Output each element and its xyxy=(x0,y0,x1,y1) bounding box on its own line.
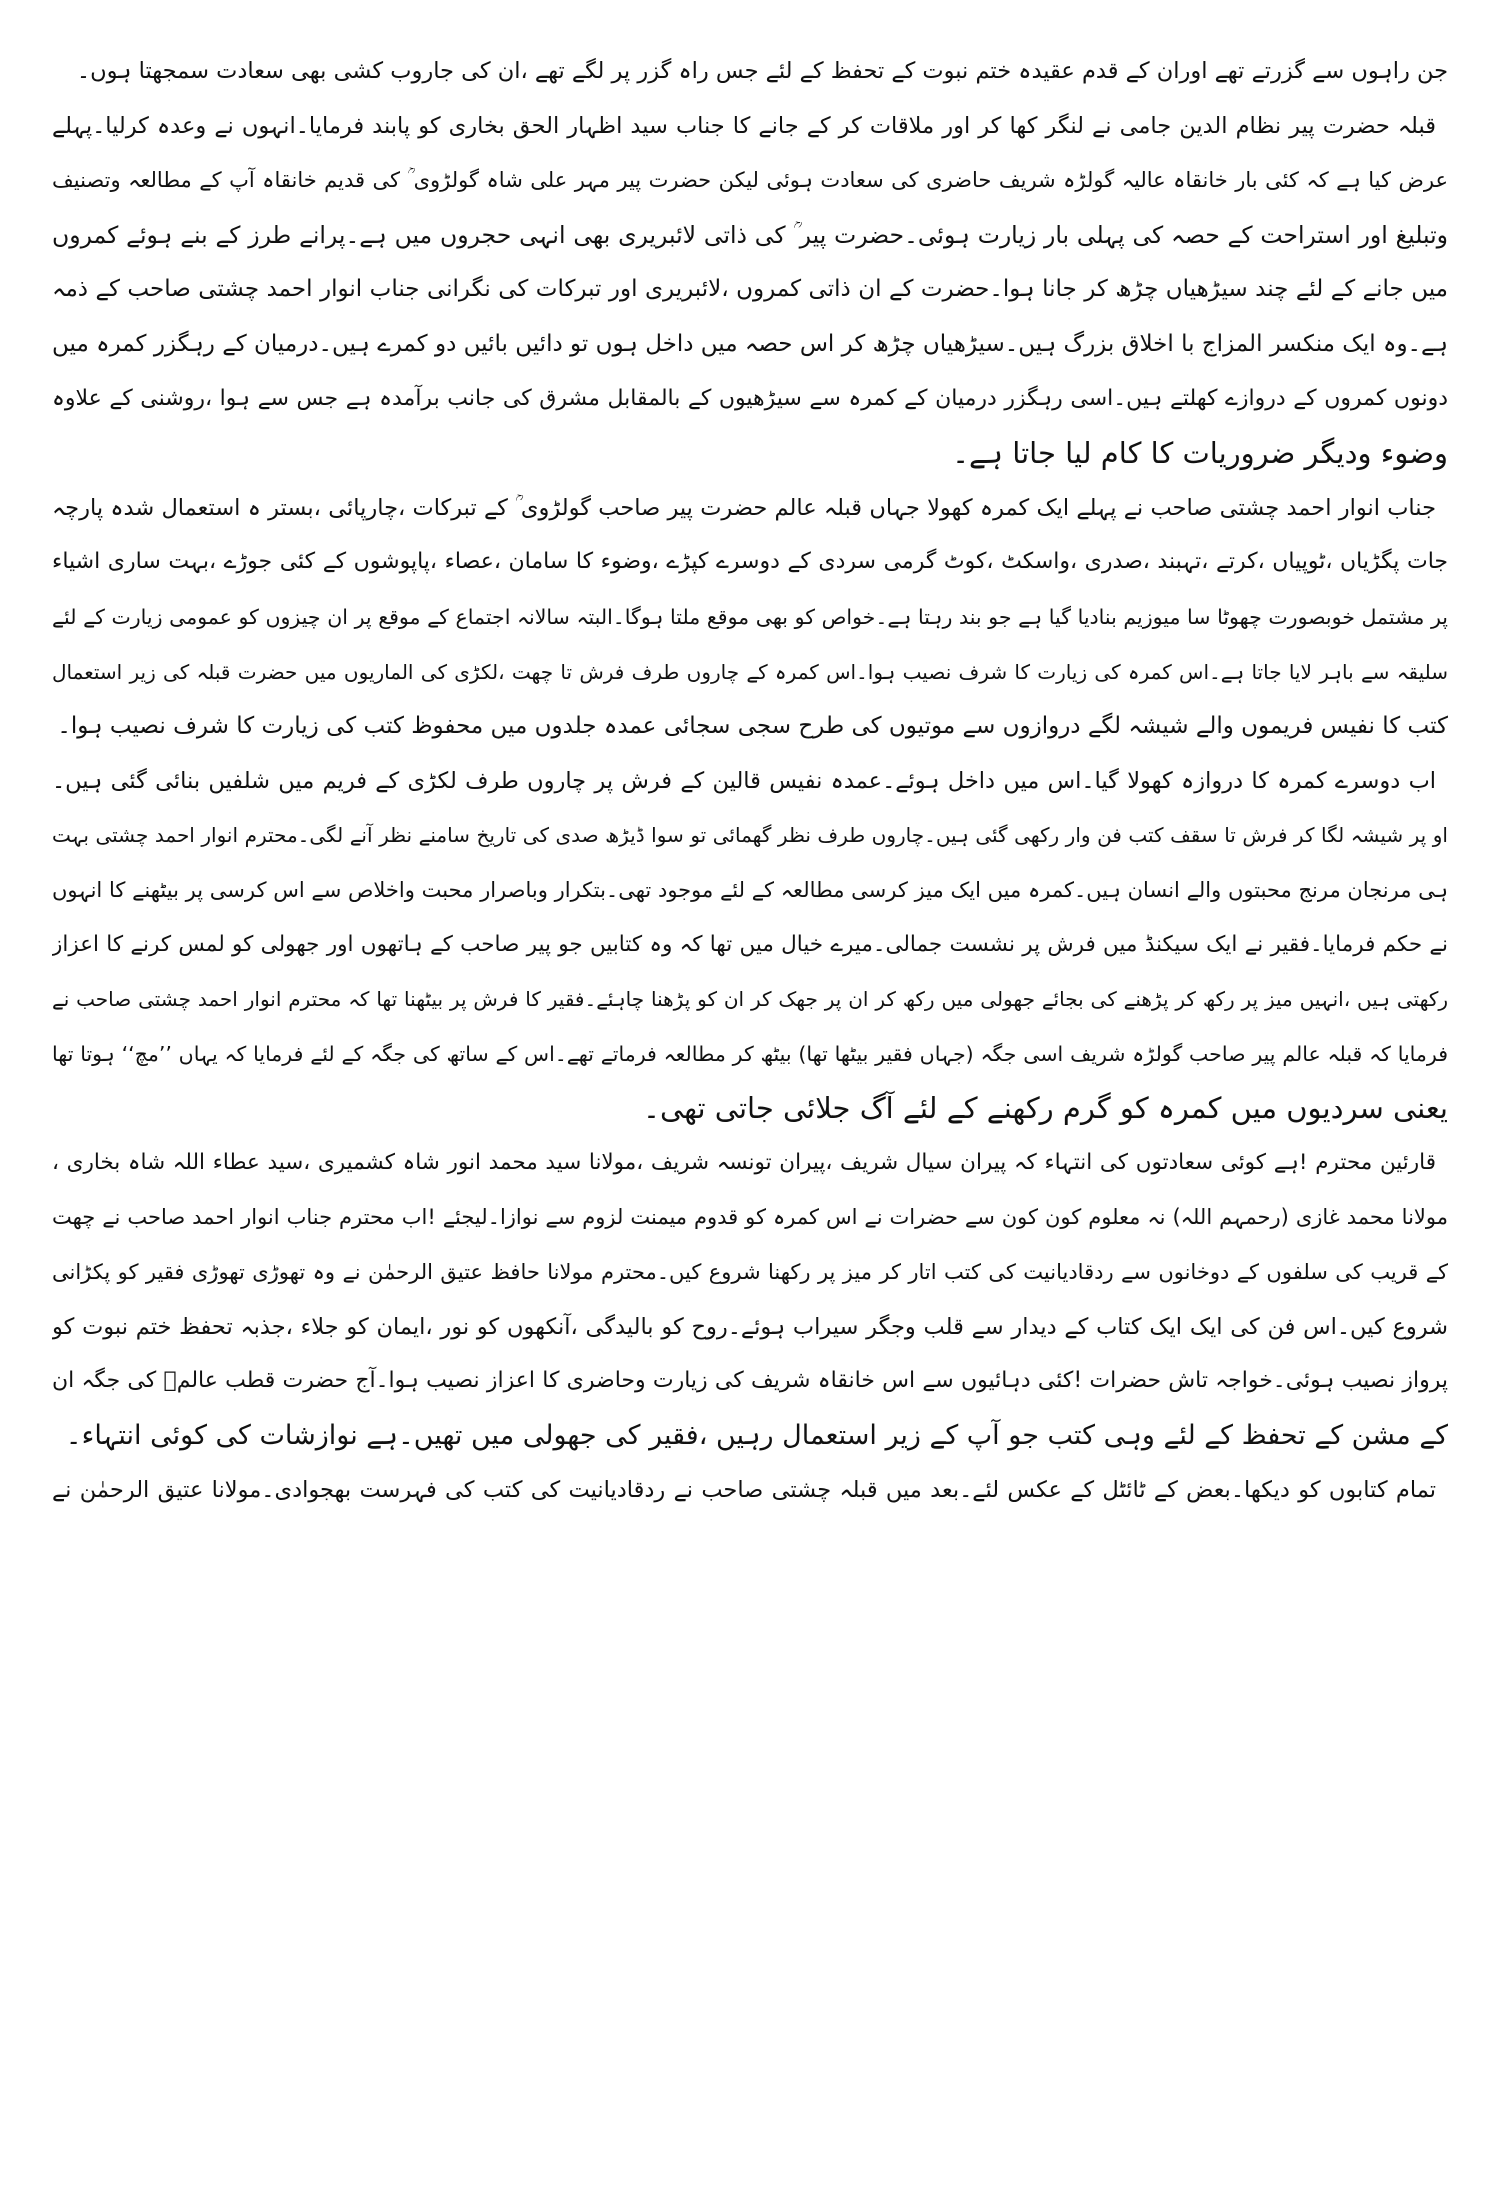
text-line: جناب انوار احمد چشتی صاحب نے پہلے ایک کمرہ کھولا جہاں قبلہ عالم حضرت پیر صاحب گولڑوی ؒ کے تبرکات ،چارپائی ،بستر ہ استعمال شدہ پارچہ xyxy=(52,494,1436,521)
text-line: عرض کیا ہے کہ کئی بار خانقاہ عالیہ گولڑہ شریف حاضری کی سعادت ہوئی لیکن حضرت پیر مہر علی شاہ گولڑوی ؒ کی قدیم خانقاہ آپ کے مطالعہ وتصنیف xyxy=(52,168,1448,193)
text-line: تمام کتابوں کو دیکھا۔بعض کے ٹائٹل کے عکس لئے۔بعد میں قبلہ چشتی صاحب نے ردقادیانیت کی کتب کی فہرست بھجوادی۔مولانا عتیق الرحمٰن نے xyxy=(52,1477,1436,1504)
text-line: میں جانے کے لئے چند سیڑھیاں چڑھ کر جانا ہوا۔حضرت کے ان ذاتی کمروں ،لائبریری اور تبرکات کی نگرانی جناب انوار احمد چشتی صاحب کے ذمہ xyxy=(52,276,1448,303)
text-line: نے حکم فرمایا۔فقیر نے ایک سیکنڈ میں فرش پر نشست جمالی۔میرے خیال میں تھا کہ وہ کتابیں جو پیر صاحب کے ہاتھوں اور جھولی کو لمس کرنے کا اعزاز xyxy=(52,931,1448,957)
text-line: کے قریب کی سلفوں کے دوخانوں سے ردقادیانیت کی کتب اتار کر میز پر رکھنا شروع کیں۔محترم مولانا حافظ عتیق الرحمٰن نے وہ تھوڑی تھوڑی فقیر کو پکڑانی xyxy=(52,1260,1448,1285)
text-line: جات پگڑیاں ،ٹوپیاں ،کرتے ،تہبند ،صدری ،واسکٹ ،کوٹ گرمی سردی کے دوسرے کپڑے ،وضوء کا سامان ،عصاء ،پاپوشوں کے کئی جوڑے ،بہت ساری اشیاء xyxy=(52,549,1448,575)
paragraph-3 xyxy=(52,481,1448,754)
text-line: پر مشتمل خوبصورت چھوٹا سا میوزیم بنادیا گیا ہے جو بند رہتا ہے۔خواص کو بھی موقع ملتا ہوگا۔البتہ سالانہ اجتماع کے موقع پر ان چیزوں کو عمومی زیارت کے لئے xyxy=(52,604,1448,629)
paragraph-4 xyxy=(52,754,1448,1136)
text-line: قارئین محترم !ہے کوئی سعادتوں کی انتہاء کہ پیران سیال شریف ،پیران تونسہ شریف ،مولانا سید محمد انور شاہ کشمیری ،سید عطاء اللہ شاہ بخاری ، xyxy=(52,1149,1436,1175)
text-line: یعنی سردیوں میں کمرہ کو گرم رکھنے کے لئے آگ جلائی جاتی تھی۔ xyxy=(642,1091,1448,1126)
text-line: سلیقہ سے باہر لایا جاتا ہے۔اس کمرہ کی زیارت کا شرف نصیب ہوا۔اس کمرہ کے چاروں طرف فرش تا چھت ،لکڑی کی الماریوں میں حضرت قبلہ کی زیر استعمال xyxy=(52,659,1448,684)
text-line: مولانا محمد غازی (رحمہم اللہ) نہ معلوم کون کون سے حضرات نے اس کمرہ کو قدوم میمنت لزوم سے نوازا۔لیجئے !اب محترم جناب انوار احمد صاحب نے چھت xyxy=(52,1205,1448,1230)
paragraph-1 xyxy=(52,44,1448,99)
text-line: شروع کیں۔اس فن کی ایک ایک کتاب کے دیدار سے قلب وجگر سیراب ہوئے۔روح کو بالیدگی ،آنکھوں کو نور ،ایمان کو جلاء ،جذبہ تحفظ ختم نبوت کو xyxy=(52,1313,1448,1340)
text-line: ہے۔وہ ایک منکسر المزاج با اخلاق بزرگ ہیں۔سیڑھیاں چڑھ کر اس حصہ میں داخل ہوں تو دائیں بائیں دو کمرے ہیں۔درمیان کے رہگزر کمرہ میں xyxy=(52,330,1448,357)
text-line: ہی مرنجان مرنج محبتوں والے انسان ہیں۔کمرہ میں ایک میز کرسی مطالعہ کے لئے موجود تھی۔بتکرار وباصرار محبت واخلاص سے اس کرسی پر بیٹھنے کا انہوں xyxy=(52,877,1448,902)
text-line: پرواز نصیب ہوئی۔خواجہ تاش حضرات !کئی دہائیوں سے اس خانقاہ شریف کی زیارت وحاضری کا اعزاز نصیب ہوا۔آج حضرت قطب عالمؒ کی جگہ ان xyxy=(52,1368,1448,1394)
text-line: اب دوسرے کمرہ کا دروازہ کھولا گیا۔اس میں داخل ہوئے۔عمدہ نفیس قالین کے فرش پر چاروں طرف لکڑی کے فریم میں شلفیں بنائی گئی ہیں۔ xyxy=(52,767,1436,794)
paragraph-5 xyxy=(52,1136,1448,1464)
text-line: دونوں کمروں کے دروازے کھلتے ہیں۔اسی رہگزر درمیان کے کمرہ سے سیڑھیوں کے بالمقابل مشرق کی جانب برآمدہ ہے جس سے ہوا ،روشنی کے علاوہ xyxy=(52,385,1448,411)
text-line: جن راہوں سے گزرتے تھے اوران کے قدم عقیدہ ختم نبوت کے تحفظ کے لئے جس راہ گزر پر لگے تھے ،ان کی جاروب کشی بھی سعادت سمجھتا ہوں۔ xyxy=(76,58,1448,84)
text-line: قبلہ حضرت پیر نظام الدین جامی نے لنگر کھا کر اور ملاقات کر کے جانے کا جناب سید اظہار الحق بخاری کو پابند فرمایا۔انہوں نے وعدہ کرلیا۔پہلے xyxy=(52,112,1436,139)
paragraph-6 xyxy=(52,1463,1448,1518)
text-line: کے مشن کے تحفظ کے لئے وہی کتب جو آپ کے زیر استعمال رہیں ،فقیر کی جھولی میں تھیں۔ہے نوازشات کی کوئی انتہاء۔ xyxy=(65,1419,1448,1451)
paragraph-2 xyxy=(52,99,1448,481)
text-line: وتبلیغ اور استراحت کے حصہ کی پہلی بار زیارت ہوئی۔حضرت پیر ؒ کی ذاتی لائبریری بھی انہی حجروں میں ہے۔پرانے طرز کے بنے ہوئے کمروں xyxy=(52,220,1448,249)
text-line: وضوء ودیگر ضروریات کا کام لیا جاتا ہے۔ xyxy=(952,436,1448,471)
text-line: فرمایا کہ قبلہ عالم پیر صاحب گولڑہ شریف اسی جگہ (جہاں فقیر بیٹھا تھا) بیٹھ کر مطالعہ فرماتے تھے۔اس کے ساتھ کی جگہ کے لئے فرمایا کہ یہاں ’’مچ‘‘ ہوتا تھا xyxy=(52,1041,1448,1066)
text-line: رکھتی ہیں ،انہیں میز پر رکھ کر پڑھنے کی بجائے جھولی میں رکھ کر ان پر جھک کر ان کو پڑھنا چاہئے۔فقیر کا فرش پر بیٹھنا تھا کہ محترم انوار احمد چشتی صاحب نے xyxy=(52,987,1448,1012)
text-line: او پر شیشہ لگا کر فرش تا سقف کتب فن وار رکھی گئی ہیں۔چاروں طرف نظر گھمائی تو سوا ڈیڑھ صدی کی تاریخ سامنے نظر آنے لگی۔محترم انوار احمد چشتی بہت xyxy=(52,823,1448,848)
text-line: کتب کا نفیس فریموں والے شیشہ لگے دروازوں سے موتیوں کی طرح سجی سجائی عمدہ جلدوں میں محفوظ کتب کی زیارت کا شرف نصیب ہوا۔ xyxy=(57,713,1448,740)
